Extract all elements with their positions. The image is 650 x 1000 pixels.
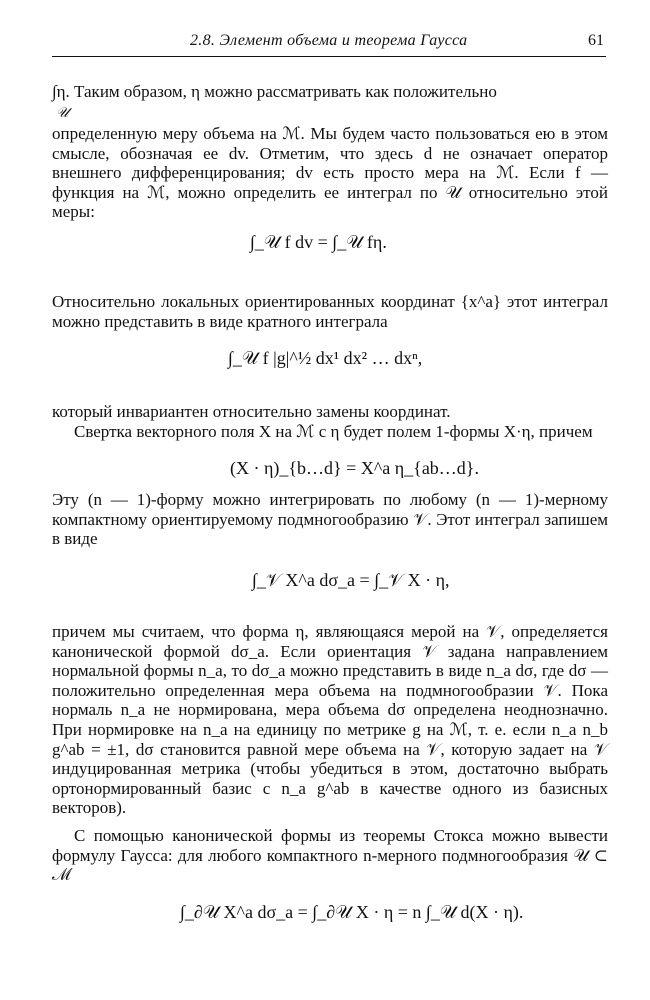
- paragraph-3-text: который инвариантен относительно замены координат.: [52, 402, 451, 421]
- running-title: 2.8. Элемент объема и теорема Гаусса: [190, 32, 468, 49]
- formula-5: ∫_∂𝒰 X^a dσ_a = ∫_∂𝒰 X · η = n ∫_𝒰 d(X · η).: [180, 902, 524, 922]
- paragraph-4: [52, 422, 608, 442]
- paragraph-6: [52, 622, 608, 818]
- paragraph-5: [52, 490, 608, 549]
- paragraph-7-text: С помощью канонической формы из теоремы Стокса можно вывести формулу Гаусса: для любого компактного n-мерного подмногообразия 𝒰 ⊂ ℳ: [52, 826, 608, 885]
- paragraph-2-text: Относительно локальных ориентированных координат {x^a} этот интеграл можно представить в виде кратного интеграла: [52, 292, 608, 331]
- formula-3: (X · η)_{b…d} = X^a η_{ab…d}.: [230, 458, 479, 478]
- opening-line-text: ∫η. Таким образом, η можно рассматривать как положительно: [52, 82, 497, 101]
- formula-1: ∫_𝒰 f dv = ∫_𝒰 fη.: [250, 232, 387, 252]
- opening-line-limit: 𝒰: [56, 106, 69, 121]
- opening-line: [52, 82, 612, 102]
- page-number: 61: [588, 32, 604, 49]
- paragraph-7: [52, 826, 608, 885]
- paragraph-5-text: Эту (n — 1)-форму можно интегрировать по любому (n — 1)-мерному компактному ориентируемому подмногообразию 𝒱. Этот интеграл запишем в виде: [52, 490, 608, 549]
- paragraph-1-text: определенную меру объема на ℳ. Мы будем часто пользоваться ею в этом смысле, обозначая ее dv. Отметим, что здесь d не означает оператор внешнего дифференцирования; dv есть просто мера на ℳ. Если f — функция на ℳ, можно определить ее интеграл по 𝒰 относительно этой меры:: [52, 124, 608, 222]
- paragraph-2: [52, 292, 608, 331]
- paragraph-3: [52, 402, 608, 422]
- paragraph-1: [52, 124, 608, 222]
- paragraph-6-text: причем мы считаем, что форма η, являющаяся мерой на 𝒱, определяется канонической формой dσ_a. Если ориентация 𝒱 задана направлением нормальной формы n_a, то dσ_a можно представить в виде n_a dσ, где dσ — положительно определенная мера объема на подмногообразии 𝒱. Пока нормаль n_a не нормирована, мера объема dσ определена неоднозначно. При нормировке на n_a на единицу по метрике g на ℳ, т. е. если n_a n_b g^ab = ±1, dσ становится равной мере объема на 𝒱, которую задает на 𝒱 индуцированная метрика (чтобы убедиться в этом, достаточно выбрать ортонормированный базис с n_a g^ab в качестве одного из базисных векторов).: [52, 622, 608, 818]
- running-header: [52, 30, 606, 57]
- formula-4: ∫_𝒱 X^a dσ_a = ∫_𝒱 X · η,: [252, 570, 450, 590]
- formula-2: ∫_𝒰 f |g|^½ dx¹ dx² … dxⁿ,: [228, 348, 423, 368]
- paragraph-4-text: Свертка векторного поля X на ℳ с η будет полем 1-формы X·η, причем: [74, 422, 593, 441]
